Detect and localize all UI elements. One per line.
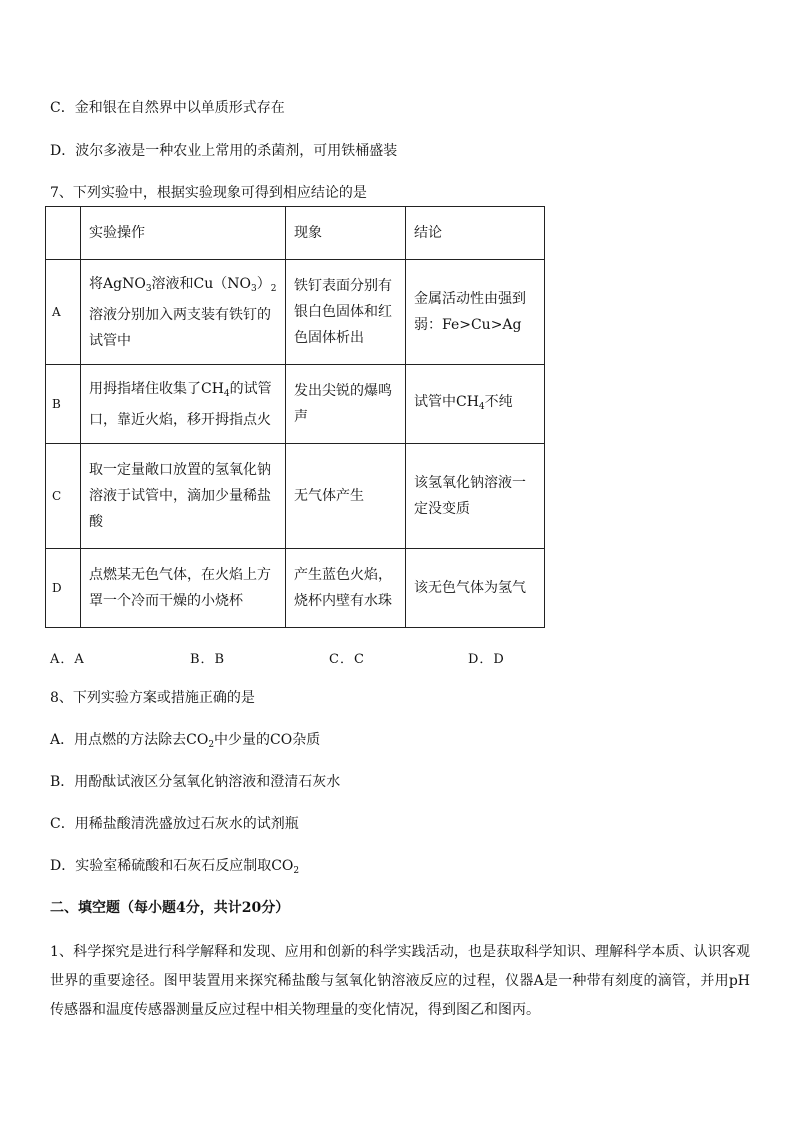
q7-choices xyxy=(50,648,610,668)
row-label: A xyxy=(46,260,81,365)
q8-option-d: D．实验室稀硫酸和石灰石反应制取$CO_2$ xyxy=(50,858,300,876)
experiment-table xyxy=(45,206,545,628)
table-header-row xyxy=(46,207,545,260)
header-cell-conclusion: 结论 xyxy=(406,207,545,260)
q6-option-d: D．波尔多液是一种农业上常用的杀菌剂，可用铁桶盛装 xyxy=(50,143,398,159)
choice-a[interactable]: A．A xyxy=(50,652,85,667)
row-operation: 用拇指堵住收集了$CH_4$的试管口，靠近火焰，移开拇指点火 xyxy=(81,365,286,444)
choice-d[interactable]: D．D xyxy=(468,652,505,667)
choice-b[interactable]: B．B xyxy=(190,652,226,667)
row-phenomenon: 产生蓝色火焰，烧杯内壁有水珠 xyxy=(286,549,406,628)
row-operation: 将AgNO$_3$溶液和$Cu(NO_3)_2$溶液分别加入两支装有铁钉的试管中 xyxy=(81,260,286,365)
q7-stem: 7、下列实验中，根据实验现象可得到相应结论的是 xyxy=(50,185,367,201)
q8-option-c: C．用稀盐酸清洗盛放过石灰水的试剂瓶 xyxy=(50,816,299,832)
row-conclusion: 试管中$CH_4$不纯 xyxy=(406,365,545,444)
section-heading: 二、填空题（每小题4分，共计20分） xyxy=(50,900,290,916)
row-phenomenon: 发出尖锐的爆鸣声 xyxy=(286,365,406,444)
table-row xyxy=(46,365,545,444)
choice-c[interactable]: C．C xyxy=(329,652,365,667)
row-label: B xyxy=(46,365,81,444)
header-cell-operation: 实验操作 xyxy=(81,207,286,260)
row-conclusion: 该无色气体为氢气 xyxy=(406,549,545,628)
q8-option-b: B．用酚酞试液区分氢氧化钠溶液和澄清石灰水 xyxy=(50,774,341,790)
header-cell-label xyxy=(46,207,81,260)
q8-option-a: A．用点燃的方法除去$CO_2$中少量的CO杂质 xyxy=(50,732,321,750)
q6-option-c: C．金和银在自然界中以单质形式存在 xyxy=(50,100,285,116)
table-row xyxy=(46,260,545,365)
row-operation: 取一定量敞口放置的氢氧化钠溶液于试管中，滴加少量稀盐酸 xyxy=(81,444,286,549)
row-label: C xyxy=(46,444,81,549)
row-operation: 点燃某无色气体，在火焰上方罩一个冷而干燥的小烧杯 xyxy=(81,549,286,628)
row-phenomenon: 无气体产生 xyxy=(286,444,406,549)
table-row xyxy=(46,549,545,628)
row-label: D xyxy=(46,549,81,628)
row-conclusion: 金属活动性由强到弱：Fe>Cu>Ag xyxy=(406,260,545,365)
section2-question-1: 1、科学探究是进行科学解释和发现、应用和创新的科学实践活动，也是获取科学知识、理解科学本质、认识客观世界的重要途径。图甲装置用来探究稀盐酸与氢氧化钠溶液反应的过程，仪器A是一种带有刻度的滴管，并用pH传感器和温度传感器测量反应过程中相关物理量的变化情况，得到图乙和图丙。 xyxy=(50,944,750,1018)
header-cell-phenomenon: 现象 xyxy=(286,207,406,260)
q8-stem: 8、下列实验方案或措施正确的是 xyxy=(50,690,255,706)
row-conclusion: 该氢氧化钠溶液一定没变质 xyxy=(406,444,545,549)
row-phenomenon: 铁钉表面分别有银白色固体和红色固体析出 xyxy=(286,260,406,365)
table-row xyxy=(46,444,545,549)
